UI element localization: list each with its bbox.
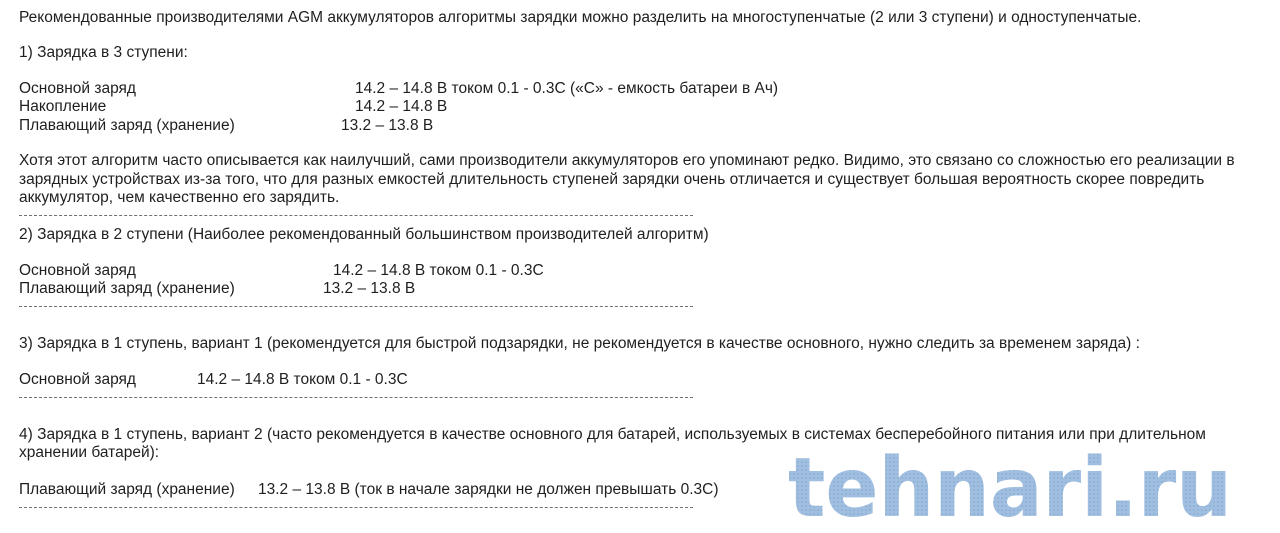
dashed-separator — [19, 306, 693, 307]
section-1-note-line: Хотя этот алгоритм часто описывается как наилучший, сами производители аккумуляторов его упоминают редко. Видимо, это связано со сложностью его реализации в — [19, 152, 1235, 169]
svg-text:tehnari.ru: tehnari.ru — [788, 441, 1232, 528]
section-3-row-label: Основной заряд — [19, 371, 136, 388]
section-4-title-line: 4) Зарядка в 1 ступень, вариант 2 (часто рекомендуется в качестве основного для батарей, используемых в системах бесперебойного питания или при длительном — [19, 426, 1206, 443]
dashed-separator — [19, 397, 693, 398]
section-3-title: 3) Зарядка в 1 ступень, вариант 1 (рекомендуется для быстрой подзарядки, не рекомендуется в качестве основного, нужно следить за временем заряда) : — [19, 335, 1140, 352]
dashed-separator — [19, 507, 693, 508]
section-1-row-value: 14.2 – 14.8 В током 0.1 - 0.3С («С» - емкость батареи в Ач) — [355, 80, 779, 97]
section-1-row-label: Накопление — [19, 98, 107, 115]
section-1-row-label: Плавающий заряд (хранение) — [19, 117, 235, 134]
watermark-logo — [780, 432, 1240, 528]
section-1-title: 1) Зарядка в 3 ступени: — [19, 44, 188, 61]
dashed-separator — [19, 215, 693, 216]
section-2-row-value: 14.2 – 14.8 В током 0.1 - 0.3С — [333, 262, 544, 279]
section-1-row-label: Основной заряд — [19, 80, 136, 97]
section-3-row-value: 14.2 – 14.8 В током 0.1 - 0.3С — [197, 371, 408, 388]
section-4-title-line: хранении батарей): — [19, 444, 160, 461]
section-2-row-value: 13.2 – 13.8 В — [323, 280, 416, 297]
section-2-row-label: Основной заряд — [19, 262, 136, 279]
section-1-note-line: зарядных устройствах из-за того, что для разных емкостей длительность ступеней зарядки очень отличается и существует большая вероятность скорее повредить — [19, 171, 1205, 188]
site-watermark — [780, 432, 1240, 528]
section-4-row-label: Плавающий заряд (хранение) — [19, 481, 235, 498]
intro-paragraph: Рекомендованные производителями AGM аккумуляторов алгоритмы зарядки можно разделить на многоступенчатые (2 или 3 ступени) и одноступенчатые. — [19, 9, 1142, 26]
section-2-title: 2) Зарядка в 2 ступени (Наиболее рекомендованный большинством производителей алгоритм) — [19, 226, 709, 243]
section-1-row-value: 13.2 – 13.8 В — [341, 117, 434, 134]
section-1-note-line: аккумулятор, чем качественно его зарядить. — [19, 189, 340, 206]
section-2-row-label: Плавающий заряд (хранение) — [19, 280, 235, 297]
section-1-row-value: 14.2 – 14.8 В — [355, 98, 448, 115]
section-4-row-value: 13.2 – 13.8 В (ток в начале зарядки не должен превышать 0.3С) — [258, 481, 719, 498]
